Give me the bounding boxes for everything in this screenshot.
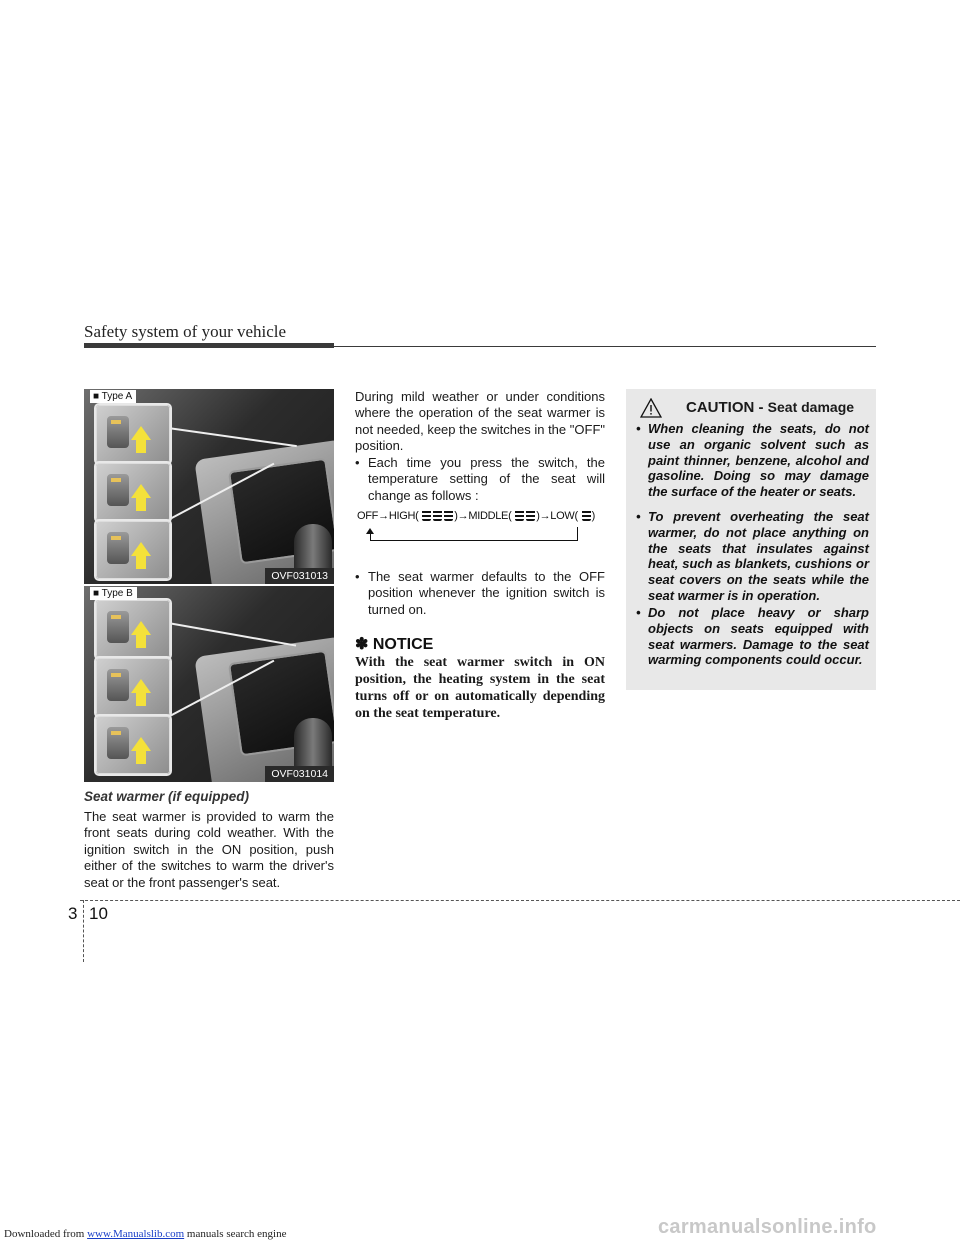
mild-weather-paragraph: During mild weather or under conditions where the operation of the seat warmer is not needed, keep the switches in the "OFF" position. (355, 389, 605, 454)
press-arrow-icon (131, 737, 151, 751)
switch-callout (96, 463, 170, 521)
type-a-label: ■ Type A (90, 390, 136, 403)
bullet-dot: • (636, 509, 641, 524)
type-b-label: ■ Type B (90, 587, 137, 600)
callout-leader (168, 622, 296, 647)
section-number: 3 (68, 904, 78, 923)
caution-item (636, 421, 869, 500)
switch-callout (96, 658, 170, 716)
seat-warmer-intro-paragraph: The seat warmer is provided to warm the front seats during cold weather. With the ignition switch in the ON position, push either of the switches to warm the driver's seat or the front passenger's seat. (84, 809, 334, 890)
seq-close: ) (454, 510, 458, 522)
caution-title (686, 399, 854, 416)
notice-body: With the seat warmer switch in ON position, the heating system in the seat turns off or on automatically depending on the seat temperature. (355, 655, 605, 721)
seq-arrow: → (457, 510, 469, 522)
seat-warmer-photo-type-a (84, 389, 334, 584)
warning-triangle-icon (640, 398, 662, 418)
caution-item-text: Do not place heavy or sharp objects on seats equipped with seat warmers. Damage to the seat warming components could occur. (648, 605, 869, 668)
press-arrow-icon (131, 621, 151, 635)
bullet-dot: • (636, 605, 641, 620)
notice-title: ✽ NOTICE (355, 636, 434, 653)
loop-line (577, 527, 578, 541)
bullet-text: The seat warmer defaults to the OFF position whenever the ignition switch is turned on. (368, 569, 605, 617)
download-credit (4, 1228, 286, 1240)
bullet-dot: • (636, 421, 641, 436)
loop-line (370, 540, 578, 541)
seat-warmer-photo-type-b (84, 586, 334, 782)
seq-close: ) (536, 510, 540, 522)
caution-item (636, 509, 869, 604)
footer-dashed-rule (80, 900, 960, 901)
seq-low: LOW( (550, 510, 578, 522)
bullet-press-switch (355, 455, 605, 504)
heat-level-icon (582, 509, 591, 521)
caution-item-text: When cleaning the seats, do not use an organic solvent such as paint thinner, benzene, alcohol and gasoline. Doing so may damage the surface of the heater or seats. (648, 421, 869, 500)
loop-line (370, 530, 371, 540)
manualslib-link[interactable]: www.Manualslib.com (87, 1228, 185, 1240)
press-arrow-icon (131, 542, 151, 556)
caution-box (626, 389, 876, 690)
press-arrow-icon (131, 679, 151, 693)
seq-off: OFF (357, 510, 379, 522)
callout-leader (168, 427, 297, 447)
heat-level-icon (515, 509, 524, 521)
section-header-title: Safety system of your vehicle (84, 322, 287, 341)
page-number: 10 (89, 904, 108, 923)
download-suffix: manuals search engine (186, 1228, 287, 1240)
header-rule-thick (84, 343, 334, 348)
switch-callout (96, 521, 170, 579)
header-rule-thin (334, 346, 876, 347)
temperature-sequence (357, 509, 595, 522)
switch-callout (96, 600, 170, 658)
site-watermark: carmanualsonline.info (658, 1216, 877, 1238)
bullet-dot: • (355, 569, 360, 584)
heat-level-icon (433, 509, 442, 521)
seq-arrow: → (378, 510, 389, 522)
seq-close: ) (591, 510, 595, 522)
heat-level-icon (422, 509, 431, 521)
switch-callout (96, 716, 170, 774)
seq-middle: MIDDLE( (468, 510, 512, 522)
bullet-default-off (355, 569, 605, 618)
seq-arrow: → (539, 510, 551, 522)
heat-level-icon (444, 509, 453, 521)
seat-warmer-heading: Seat warmer (if equipped) (84, 789, 250, 804)
footer-dashed-divider (83, 900, 84, 962)
caution-subtitle: Seat damage (767, 399, 855, 415)
switch-callout (96, 405, 170, 463)
heat-level-icon (526, 509, 535, 521)
download-prefix: Downloaded from (4, 1228, 85, 1240)
caution-item (636, 605, 869, 668)
bullet-dot: • (355, 455, 360, 470)
press-arrow-icon (131, 426, 151, 440)
seq-high: HIGH( (388, 510, 419, 522)
figure-code-b: OVF031014 (265, 766, 334, 782)
caution-item-text: To prevent overheating the seat warmer, do not place anything on the seats that insulates against heat, such as blankets, cushions or seat covers on the seats while the seat warmer is in operation. (648, 509, 869, 603)
figure-code-a: OVF031013 (265, 568, 334, 584)
bullet-text: Each time you press the switch, the temperature setting of the seat will change as follows : (368, 455, 605, 503)
press-arrow-icon (131, 484, 151, 498)
caution-label: CAUTION - (686, 399, 764, 416)
